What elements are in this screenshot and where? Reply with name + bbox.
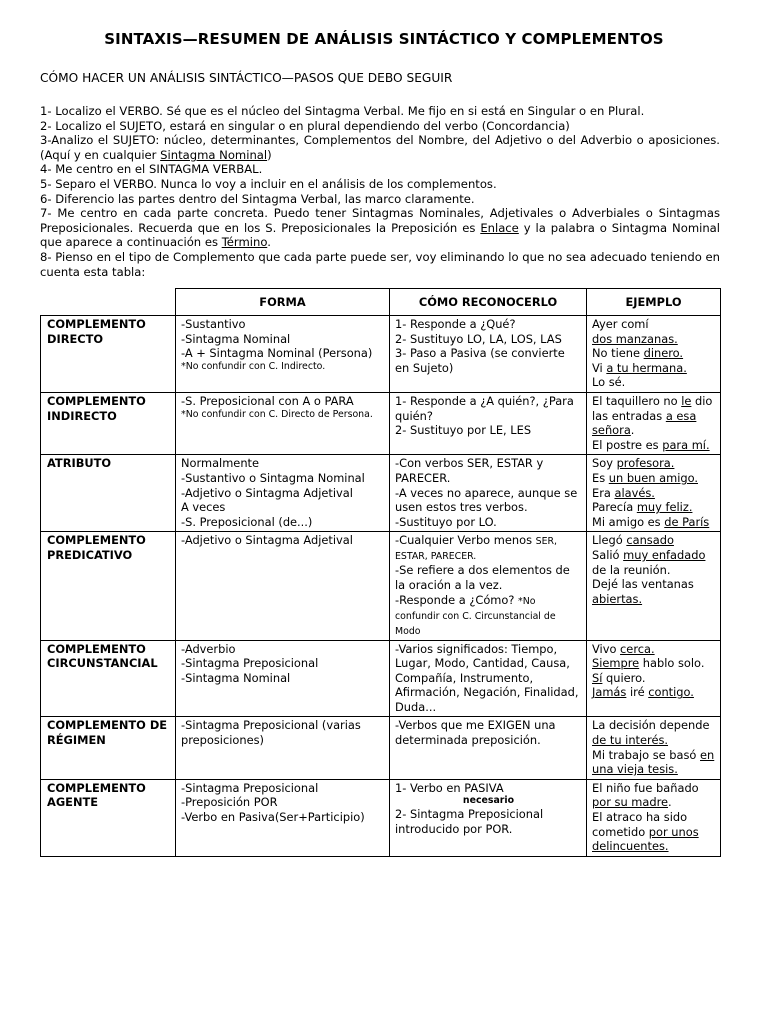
step-1: 1- Localizo el VERBO. Sé que es el núcleo del Sintagma Verbal. Me fijo en si está en Singular o en Plural. <box>40 104 645 118</box>
cell-ejemplo: Llegó cansado Salió muy enfadado de la reunión. Dejé las ventanas abiertas. <box>587 532 721 640</box>
row-label: COMPLEMENTO AGENTE <box>41 779 176 856</box>
cell-forma: -Sintagma Preposicional (varias preposiciones) <box>176 717 390 779</box>
table-row <box>41 316 721 393</box>
cell-ejemplo: El taquillero no le dio las entradas a esa señora. El postre es para mí. <box>587 392 721 454</box>
cell-como: -Verbos que me EXIGEN una determinada preposición. <box>390 717 587 779</box>
cell-ejemplo: El niño fue bañado por su madre. El atraco ha sido cometido por unos delincuentes. <box>587 779 721 856</box>
cell-como: -Con verbos SER, ESTAR y PARECER. -A veces no aparece, aunque se usen estos tres verbos. -Sustituyo por LO. <box>390 455 587 532</box>
header-ejemplo: EJEMPLO <box>587 289 721 316</box>
step-4: 4- Me centro en el SINTAGMA VERBAL. <box>40 162 263 177</box>
table-row <box>41 640 721 717</box>
table-row <box>41 392 721 454</box>
step-7: 7- Me centro en cada parte concreta. Puedo tener Sintagmas Nominales, Adjetivales o Adverbiales o Sintagmas Preposicionales. Recuerda que en los S. Preposicionales la Preposición es Enlace y la palabra o Sintagma Nominal que aparece a continuación es Término. <box>40 206 721 250</box>
row-label: COMPLEMENTO DIRECTO <box>41 316 176 393</box>
cell-como: 1- Responde a ¿Qué? 2- Sustituyo LO, LA, LOS, LAS 3- Paso a Pasiva (se convierte en Sujeto) <box>390 316 587 393</box>
row-label: COMPLEMENTO DE RÉGIMEN <box>41 717 176 779</box>
step-3: 3-Analizo el SUJETO: núcleo, determinantes, Complementos del Nombre, del Adjetivo o del Adverbio o aposiciones. (Aquí y en cualquier Sintagma Nominal) <box>40 133 720 162</box>
cell-ejemplo: Soy profesora. Es un buen amigo. Era alavés. Parecía muy feliz. Mi amigo es de París <box>587 455 721 532</box>
cell-como: 1- Verbo en PASIVA necesario 2- Sintagma Preposicional introducido por POR. <box>390 779 587 856</box>
cell-forma: Normalmente -Sustantivo o Sintagma Nominal -Adjetivo o Sintagma Adjetival A veces -S. Preposicional (de...) <box>176 455 390 532</box>
header-como: CÓMO RECONOCERLO <box>390 289 587 316</box>
section-subtitle: CÓMO HACER UN ANÁLISIS SINTÁCTICO—PASOS QUE DEBO SEGUIR <box>40 71 453 85</box>
table-row <box>41 532 721 640</box>
cell-forma: -Sintagma Preposicional -Preposición POR -Verbo en Pasiva(Ser+Participio) <box>176 779 390 856</box>
complements-table <box>40 288 721 857</box>
cell-ejemplo: Ayer comí dos manzanas. No tiene dinero. Vi a tu hermana. Lo sé. <box>587 316 721 393</box>
steps-list <box>40 104 720 279</box>
cell-como: -Varios significados: Tiempo, Lugar, Modo, Cantidad, Causa, Compañía, Instrumento, Afirmación, Negación, Finalidad, Duda... <box>390 640 587 717</box>
table-row <box>41 717 721 779</box>
cell-forma: -Sustantivo -Sintagma Nominal -A + Sintagma Nominal (Persona) *No confundir con C. Indirecto. <box>176 316 390 393</box>
step-6: 6- Diferencio las partes dentro del Sintagma Verbal, las marco claramente. <box>40 191 475 206</box>
cell-como: -Cualquier Verbo menos SER, ESTAR, PARECER. -Se refiere a dos elementos de la oración a la vez. -Responde a ¿Cómo? *No confundir con C. Circunstancial de Modo <box>390 532 587 640</box>
cell-forma: -Adjetivo o Sintagma Adjetival <box>176 532 390 640</box>
row-label: COMPLEMENTO INDIRECTO <box>41 392 176 454</box>
row-label: COMPLEMENTO CIRCUNSTANCIAL <box>41 640 176 717</box>
step-8: 8- Pienso en el tipo de Complemento que cada parte puede ser, voy eliminando lo que no sea adecuado teniendo en cuenta esta tabla: <box>40 249 720 279</box>
row-label: COMPLEMENTO PREDICATIVO <box>41 532 176 640</box>
cell-ejemplo: Vivo cerca. Siempre hablo solo. Sí quiero. Jamás iré contigo. <box>587 640 721 717</box>
cell-forma: -S. Preposicional con A o PARA *No confundir con C. Directo de Persona. <box>176 392 390 454</box>
table-row <box>41 455 721 532</box>
row-label: ATRIBUTO <box>41 455 176 532</box>
page-title: SINTAXIS—RESUMEN DE ANÁLISIS SINTÁCTICO Y COMPLEMENTOS <box>104 30 664 48</box>
table-header-row <box>41 289 721 316</box>
header-forma: FORMA <box>176 289 390 316</box>
cell-como: 1- Responde a ¿A quién?, ¿Para quién? 2- Sustituyo por LE, LES <box>390 392 587 454</box>
table-row <box>41 779 721 856</box>
header-blank <box>41 289 176 316</box>
step-2: 2- Localizo el SUJETO, estará en singular o en plural dependiendo del verbo (Concordancia) <box>40 118 570 133</box>
step-5: 5- Separo el VERBO. Nunca lo voy a incluir en el análisis de los complementos. <box>40 176 497 191</box>
cell-forma: -Adverbio -Sintagma Preposicional -Sintagma Nominal <box>176 640 390 717</box>
cell-ejemplo: La decisión depende de tu interés. Mi trabajo se basó en una vieja tesis. <box>587 717 721 779</box>
